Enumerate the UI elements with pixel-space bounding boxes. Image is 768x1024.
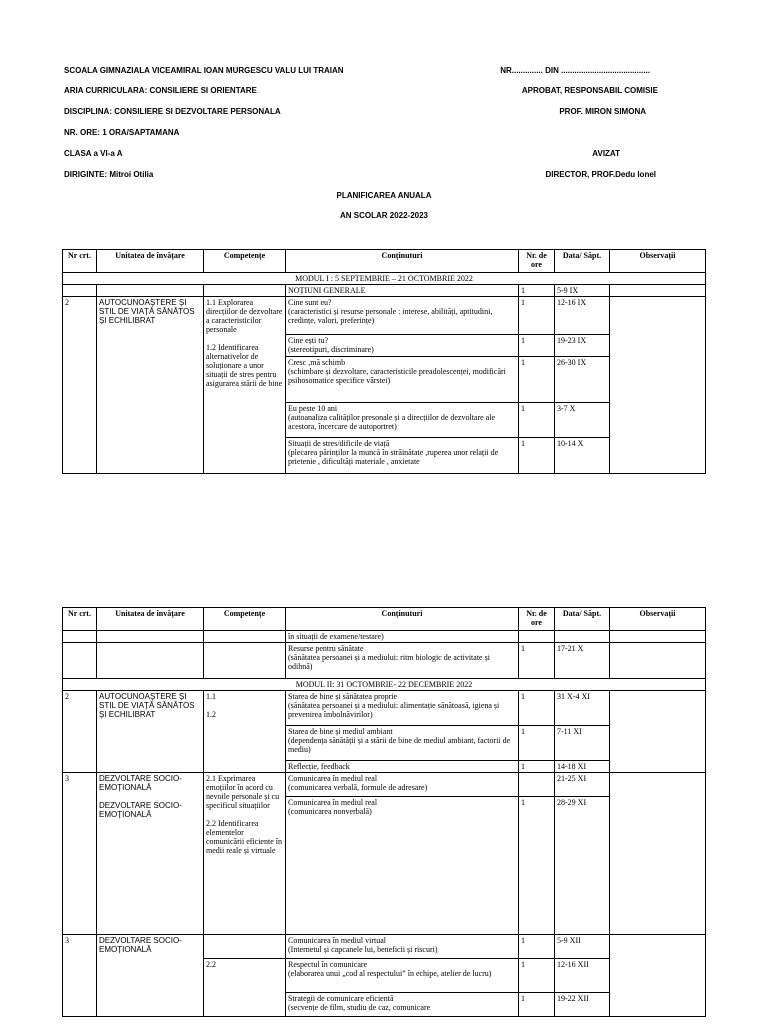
school-year: AN SCOLAR 2022-2023 <box>339 211 429 220</box>
hours-cell: 1 <box>519 935 555 959</box>
date-cell: 26-30 IX <box>555 357 610 403</box>
competence-1-1: 1.1 Explorarea direcțiilor de dezvoltare a caracteristicilor personale <box>206 298 283 334</box>
row-number: 2 <box>63 297 97 474</box>
column-header: Competențe <box>204 608 286 631</box>
date-cell: 28-29 XI <box>555 797 610 935</box>
table-header-row <box>63 608 706 631</box>
date-cell: 19-22 XII <box>555 993 610 1017</box>
row-number: 3 <box>63 773 97 935</box>
content-cell: Strategii de comunicare eficientă (secvențe de film, studiu de caz, comunicare <box>286 993 519 1017</box>
learning-unit: DEZVOLTARE SOCIO-EMOȚIONALĂ <box>97 935 204 1017</box>
column-header: Conținuturi <box>286 250 519 273</box>
content-cell: Comunicarea în mediul real (comunicarea nonverbală) <box>286 797 519 935</box>
content-cell: Situații de stres/dificile de viață (plecarea părinților la muncă în străinătate ,ruperea unor relații de prietenie , dificultăți materiale , anxietate <box>286 438 519 474</box>
date-cell: 5-9 IX <box>555 285 610 297</box>
homeroom-teacher: DIRIGINTE: Mitroi Otilia <box>64 170 154 179</box>
table-row <box>63 935 706 959</box>
observations-cell <box>610 773 706 935</box>
date-cell: 3-7 X <box>555 403 610 438</box>
column-header: Unitatea de învățare <box>97 608 204 631</box>
hours-cell: 1 <box>519 403 555 438</box>
competences-cell <box>204 297 286 474</box>
competence-1-2: 1.2 Identificarea alternativelor de soluționare a unor situații de stres pentru asigurarea stării de bine <box>206 343 283 388</box>
table-row <box>63 691 706 726</box>
observations-cell <box>610 935 706 1017</box>
learning-unit: DEZVOLTARE SOCIO-EMOȚIONALĂ DEZVOLTARE SOCIO-EMOȚIONALĂ <box>97 773 204 935</box>
registration-number: NR.............. DIN ........................................ <box>500 66 650 75</box>
table-row <box>63 773 706 797</box>
table-row <box>63 631 706 643</box>
hours-cell: 1 <box>519 438 555 474</box>
observations-cell <box>610 691 706 773</box>
content-cell: Comunicarea în mediul real (comunicarea verbală, formule de adresare) <box>286 773 519 797</box>
column-header: Nr. de ore <box>519 250 555 273</box>
date-cell: 17-21 X <box>555 643 610 679</box>
teacher-name: PROF. MIRON SIMONA <box>559 107 646 116</box>
planning-table-page2 <box>62 607 706 1017</box>
column-header: Data/ Săpt. <box>555 608 610 631</box>
hours-cell: 1 <box>519 761 555 773</box>
hours-cell: 1 <box>519 357 555 403</box>
competences-cell: 2.2 <box>204 959 286 1017</box>
content-cell: în situații de examene/testare) <box>286 631 519 643</box>
learning-unit: AUTOCUNOAȘTERE ȘI STIL DE VIAȚĂ SĂNĂTOS ȘI ECHILIBRAT <box>97 297 204 474</box>
observations-cell <box>610 297 706 474</box>
content-cell: Cresc ,mă schimb (schimbare și dezvoltare, caracteristicile preadolescenței, modificări psihosomatice specifice vârstei) <box>286 357 519 403</box>
learning-unit: AUTOCUNOAȘTERE ȘI STIL DE VIAȚĂ SĂNĂTOS ȘI ECHILIBRAT <box>97 691 204 773</box>
content-cell: Reflecție, feedback <box>286 761 519 773</box>
hours-cell: 1 <box>519 959 555 993</box>
hours-cell: 1 <box>519 643 555 679</box>
column-header: Observații <box>610 250 706 273</box>
content-cell: Respectul în comunicare (elaborarea unui „cod al respectului” în echipe, atelier de lucru) <box>286 959 519 993</box>
date-cell: 7-11 XI <box>555 726 610 761</box>
hours-cell: 1 <box>519 335 555 357</box>
competences-cell: 1.1 1.2 <box>204 691 286 773</box>
module-title: MODUL I : 5 SEPTEMBRIE – 21 OCTOMBRIE 2022 <box>63 273 706 285</box>
column-header: Nr. de ore <box>519 608 555 631</box>
date-cell: 12-16 IX <box>555 297 610 335</box>
approved-label: APROBAT, RESPONSABIL COMISIE <box>521 86 658 95</box>
column-header: Nr crt. <box>63 608 97 631</box>
school-name: SCOALA GIMNAZIALA VICEAMIRAL IOAN MURGESCU VALU LUI TRAIAN <box>64 66 344 75</box>
planning-table-page1 <box>62 249 706 474</box>
date-cell: 21-25 XI <box>555 773 610 797</box>
table-header-row <box>63 250 706 273</box>
date-cell: 10-14 X <box>555 438 610 474</box>
hours-cell: 1 <box>519 691 555 726</box>
hours-per-week: NR. ORE: 1 ORA/SAPTAMANA <box>64 128 180 137</box>
discipline: DISCIPLINA: CONSILIERE SI DEZVOLTARE PERSONALA <box>64 107 281 116</box>
director-name: DIRECTOR, PROF.Dedu Ionel <box>545 170 656 179</box>
content-cell: Starea de bine și sănătatea proprie (sănătatea persoanei și a mediului: alimentație sănătoasă, igiena și prevenirea îmbolnăvirilor) <box>286 691 519 726</box>
module-title: MODUL II: 31 OCTOMBRIE- 22 DECEMBRIE 2022 <box>63 679 706 691</box>
date-cell: 31 X-4 XI <box>555 691 610 726</box>
date-cell: 12-16 XII <box>555 959 610 993</box>
content-cell: Starea de bine și mediul ambiant (dependența sănătății și a stării de bine de mediul ambiant, factorii de mediu) <box>286 726 519 761</box>
date-cell: 14-18 XI <box>555 761 610 773</box>
content-cell: Cine sunt eu? (caracteristici și resurse personale : interese, abilități, aptitudini, credințe, valori, preferințe) <box>286 297 519 335</box>
date-cell: 19-23 IX <box>555 335 610 357</box>
module-row <box>63 679 706 691</box>
content-cell: Comunicarea în mediul virtual (Internetul și capcanele lui, beneficii și riscuri) <box>286 935 519 959</box>
hours-cell: 1 <box>519 797 555 935</box>
column-header: Nr crt. <box>63 250 97 273</box>
table-row <box>63 285 706 297</box>
row-number: 3 <box>63 935 97 1017</box>
column-header: Unitatea de învățare <box>97 250 204 273</box>
module-row <box>63 273 706 285</box>
hours-cell: 1 <box>519 726 555 761</box>
table-row <box>63 297 706 335</box>
document-title: PLANIFICAREA ANUALA <box>336 191 432 200</box>
content-cell: Resurse pentru sănătate (sănătatea persoanei și a mediului: ritm biologic de activitate și odihnă) <box>286 643 519 679</box>
curricular-area: ARIA CURRICULARA: CONSILIERE SI ORIENTARE <box>64 86 257 95</box>
content-cell: Eu peste 10 ani (autoanaliza calităților presonale și a direcțiilor de dezvoltare ale acestora, încercare de autoportret) <box>286 403 519 438</box>
content-cell: Cine ești tu? (stereotipuri, discriminare) <box>286 335 519 357</box>
row-number: 2 <box>63 691 97 773</box>
hours-cell: 1 <box>519 297 555 335</box>
class-label: CLASA a VI-a A <box>64 149 123 158</box>
date-cell: 5-9 XII <box>555 935 610 959</box>
column-header: Competențe <box>204 250 286 273</box>
column-header: Data/ Săpt. <box>555 250 610 273</box>
competences-cell: 2.1 Exprimarea emoțiilor în acord cu nevoile personale și cu specificul situațiilor 2.2 Identificarea elementelor comunicării eficiente în medii reale și virtuale <box>204 773 286 935</box>
hours-cell: 1 <box>519 993 555 1017</box>
column-header: Observații <box>610 608 706 631</box>
table-row <box>63 643 706 679</box>
column-header: Conținuturi <box>286 608 519 631</box>
hours-cell: 1 <box>519 285 555 297</box>
endorsed-label: AVIZAT <box>592 149 620 158</box>
content-cell: NOȚIUNI GENERALE <box>286 285 519 297</box>
hours-cell <box>519 773 555 797</box>
